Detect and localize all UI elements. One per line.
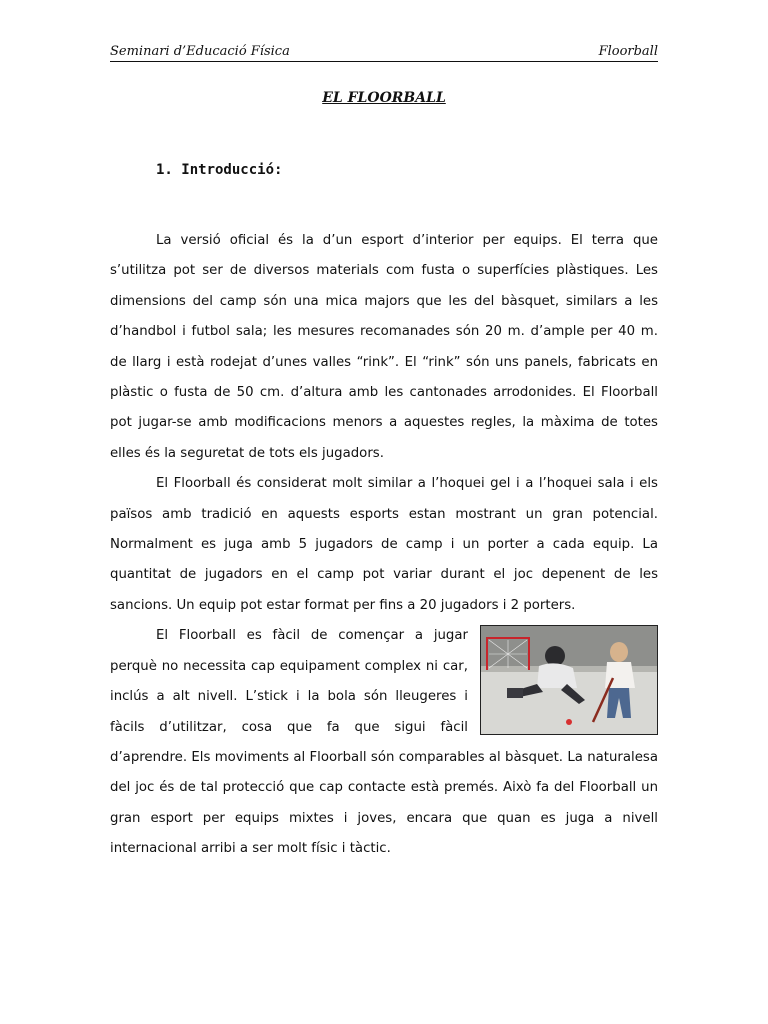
running-header — [110, 44, 658, 62]
section-heading: 1. Introducció: — [156, 162, 283, 178]
paragraph-3-text: El Floorball es fàcil de començar a jugar perquè no necessita cap equipament complex ni car, inclús a alt nivell. L’stick i la bola són lleugeres i fàcils d’utilitzar, cosa que fa que sigui fàcil d’aprendre. Els moviments al Floorball són comparables al bàsquet. La naturalesa del joc és de tal protecció que cap contacte està premés. Això fa del Floorball un gran esport per equips mixtes i joves, encara que quan es juga a nivell internacional arribi a ser molt físic i tàctic. — [110, 628, 658, 857]
paragraph-2: El Floorball és considerat molt similar a l’hoquei gel i a l’hoquei sala i els països amb tradició en aquests esports estan mostrant un gran potencial. Normalment es juga amb 5 jugadors de camp i un porter a cada equip. La quantitat de jugadors en el camp pot variar durant el joc depenent de les sancions. Un equip pot estar format per fins a 20 jugadors i 2 porters. — [110, 476, 658, 613]
photo-illustration — [481, 626, 657, 734]
body-text — [110, 226, 658, 865]
document-title: EL FLOORBALL — [322, 90, 446, 106]
paragraph-1: La versió oficial és la d’un esport d’interior per equips. El terra que s’utilitza pot ser de diversos materials com fusta o superfícies plàstiques. Les dimensions del camp són una mica majors que les del bàsquet, similars a les d’handbol i futbol sala; les mesures recomanades són 20 m. d’ample per 40 m. de llarg i està rodejat d’unes valles “rink”. El “rink” són uns panels, fabricats en plàstic o fusta de 50 cm. d’altura amb les cantonades arrodonides. El Floorball pot jugar-se amb modificacions menors a aquestes regles, la màxima de totes elles és la seguretat de tots els jugadors. — [110, 233, 658, 461]
paragraph-3 — [110, 621, 658, 864]
header-left: Seminari d’Educació Física — [110, 44, 290, 59]
floorball-photo — [480, 625, 658, 735]
header-right: Floorball — [598, 44, 658, 59]
